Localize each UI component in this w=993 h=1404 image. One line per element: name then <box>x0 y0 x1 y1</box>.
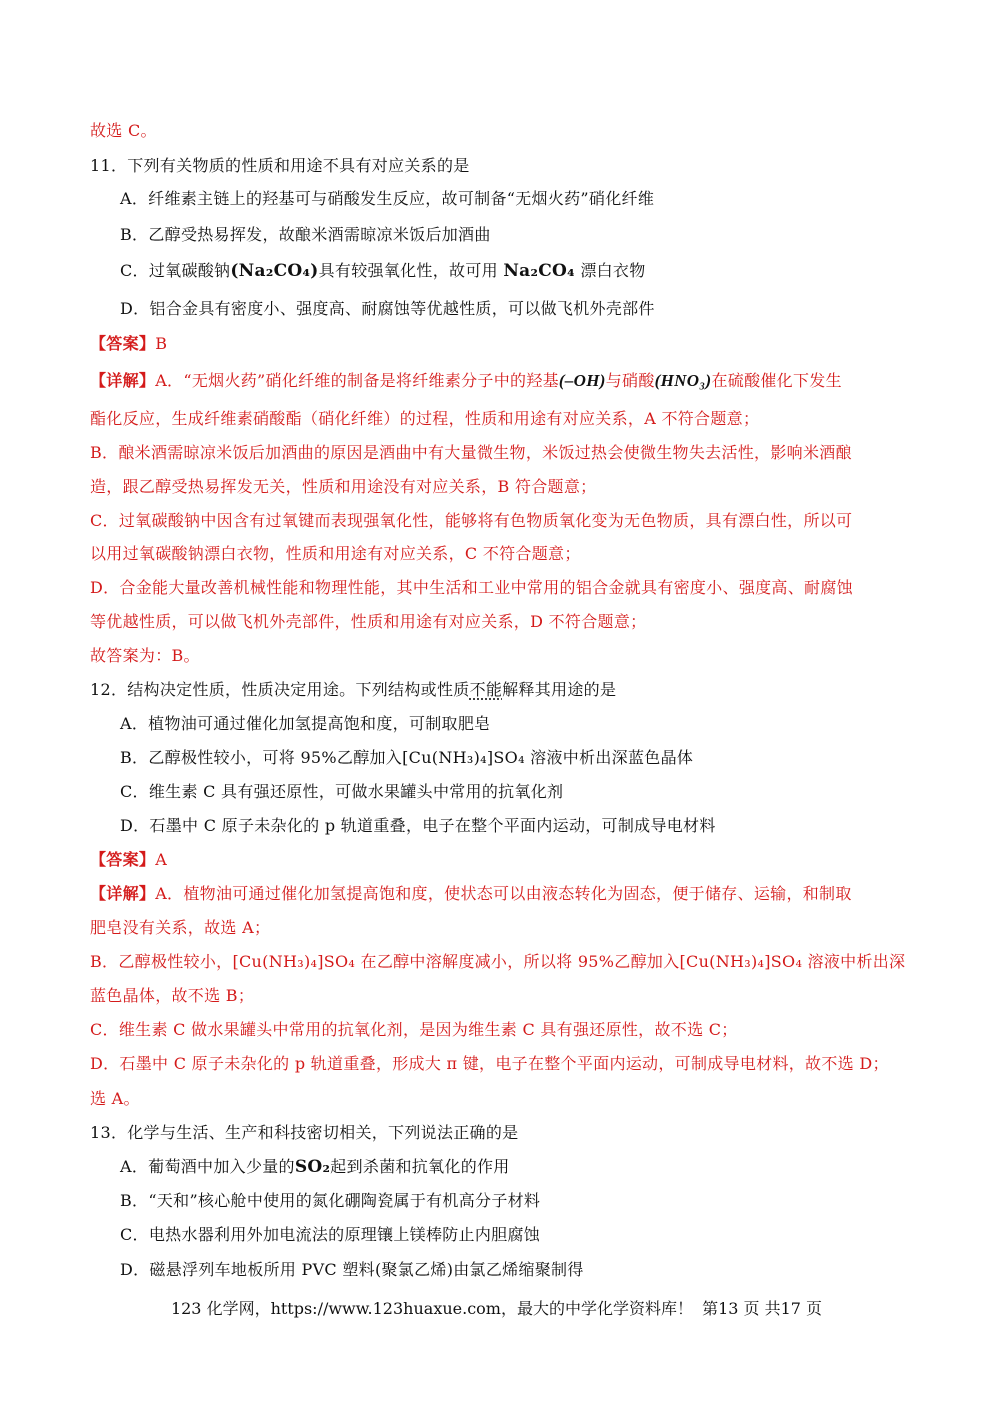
q11-detail-line-7: D．合金能大量改善机械性能和物理性能，其中生活和工业中常用的铝合金就具有密度小、强度高、耐腐蚀 <box>90 578 853 597</box>
q11-detail-line-3: B．酿米酒需晾凉米饭后加酒曲的原因是酒曲中有大量微生物，米饭过热会使微生物失去活性，影响米酒酿 <box>90 443 852 462</box>
q11-formula-oh: (–OH) <box>558 371 606 390</box>
q12-stem-text: 12．结构决定性质，性质决定用途。下列结构或性质 <box>90 680 470 699</box>
q12-detail-line-1 <box>90 883 852 905</box>
q12-option-a: A．植物油可通过催化加氢提高饱和度，可制取肥皂 <box>120 714 491 733</box>
footer-site: 123 化学网，https://www.123huaxue.com，最大的中学化学资料库！ <box>170 1299 693 1318</box>
q11-detail-line-8: 等优越性质，可以做飞机外壳部件，性质和用途有对应关系，D 不符合题意； <box>90 612 647 631</box>
q11-conclusion: 故答案为：B。 <box>90 646 200 665</box>
q11-stem: 11．下列有关物质的性质和用途不具有对应关系的是 <box>90 156 470 175</box>
q11-detail-line-1 <box>90 370 842 392</box>
q11-detail-line-4: 造，跟乙醇受热易挥发无关，性质和用途没有对应关系，B 符合题意； <box>90 477 597 496</box>
q12-stem-emphasis: 不能 <box>469 680 503 699</box>
detail-tag: 【详解】 <box>90 884 156 903</box>
q12-detail-text: A．植物油可通过催化加氢提高饱和度，使状态可以由液态转化为固态，便于储存、运输，和制取 <box>155 884 852 903</box>
previous-answer-conclusion: 故选 C。 <box>90 121 157 140</box>
q13-option-a-text: A．葡萄酒中加入少量的 <box>120 1157 295 1176</box>
q11-detail-line-5: C．过氧碳酸钠中因含有过氧键而表现强氧化性，能够将有色物质氧化变为无色物质，具有漂白性，所以可 <box>90 511 853 530</box>
detail-tag: 【详解】 <box>90 371 156 390</box>
q13-option-d: D．磁悬浮列车地板所用 PVC 塑料(聚氯乙烯)由氯乙烯缩聚制得 <box>120 1260 584 1279</box>
q12-detail-line-4: 蓝色晶体，故不选 B； <box>90 986 255 1005</box>
q13-stem: 13．化学与生活、生产和科技密切相关，下列说法正确的是 <box>90 1123 519 1142</box>
q13-option-c: C．电热水器利用外加电流法的原理镶上镁棒防止内胆腐蚀 <box>120 1225 541 1244</box>
q12-detail-line-6: D．石墨中 C 原子未杂化的 p 轨道重叠，形成大 π 键，电子在整个平面内运动，可制成导电材料，故不选 D； <box>90 1054 889 1073</box>
q11-detail-text-mid: 与硝酸 <box>605 371 655 390</box>
q12-answer-value: A <box>155 850 168 869</box>
footer-page-number: 第13 页 共17 页 <box>702 1299 823 1318</box>
q11-detail-text: A．“无烟火药”硝化纤维的制备是将纤维素分子中的羟基 <box>155 371 559 390</box>
q11-formula-hno3: (HNO₃) <box>654 371 712 390</box>
q12-detail-line-5: C．维生素 C 做水果罐头中常用的抗氧化剂，是因为维生素 C 具有强还原性，故不选 C； <box>90 1020 738 1039</box>
q12-stem <box>90 679 616 701</box>
q12-answer <box>90 849 167 871</box>
q12-option-b: B．乙醇极性较小，可将 95%乙醇加入[Cu(NH₃)₄]SO₄ 溶液中析出深蓝色晶体 <box>120 748 694 767</box>
q11-detail-line-2: 酯化反应，生成纤维素硝酸酯（硝化纤维）的过程，性质和用途有对应关系，A 不符合题意； <box>90 409 760 428</box>
q13-formula-so2: SO₂ <box>294 1157 331 1177</box>
q11-option-c-text: C．过氧碳酸钠 <box>120 261 231 280</box>
page-footer <box>0 1298 993 1320</box>
q12-detail-line-3: B．乙醇极性较小，[Cu(NH₃)₄]SO₄ 在乙醇中溶解度减小，所以将 95%乙醇加入[Cu(NH₃)₄]SO₄ 溶液中析出深 <box>90 952 906 971</box>
q11-answer <box>90 333 167 355</box>
answer-tag: 【答案】 <box>90 334 156 353</box>
q12-option-c: C．维生素 C 具有强还原性，可做水果罐头中常用的抗氧化剂 <box>120 782 564 801</box>
q11-detail-line-6: 以用过氧碳酸钠漂白衣物，性质和用途有对应关系，C 不符合题意； <box>90 544 581 563</box>
q13-option-b: B．“天和”核心舱中使用的氮化硼陶瓷属于有机高分子材料 <box>120 1191 541 1210</box>
q12-detail-line-2: 肥皂没有关系，故选 A； <box>90 918 271 937</box>
q11-formula-na2co4-2: Na₂CO₄ <box>503 261 575 281</box>
answer-tag: 【答案】 <box>90 850 156 869</box>
q12-stem-text-post: 解释其用途的是 <box>502 680 617 699</box>
q11-formula-na2co4: (Na₂CO₄) <box>230 261 319 281</box>
q12-conclusion: 选 A。 <box>90 1089 140 1108</box>
q11-option-b: B．乙醇受热易挥发，故酿米酒需晾凉米饭后加酒曲 <box>120 225 491 244</box>
q11-option-c <box>120 260 646 282</box>
q11-detail-text-post: 在硫酸催化下发生 <box>711 371 842 390</box>
q11-option-a: A．纤维素主链上的羟基可与硝酸发生反应，故可制备“无烟火药”硝化纤维 <box>120 189 655 208</box>
q11-option-d: D．铝合金具有密度小、强度高、耐腐蚀等优越性质，可以做飞机外壳部件 <box>120 299 655 318</box>
q11-answer-value: B <box>155 334 168 353</box>
q12-option-d: D．石墨中 C 原子未杂化的 p 轨道重叠，电子在整个平面内运动，可制成导电材料 <box>120 816 716 835</box>
q11-option-c-text-mid: 具有较强氧化性，故可用 <box>318 261 498 280</box>
q13-option-a-text-post: 起到杀菌和抗氧化的作用 <box>330 1157 510 1176</box>
q13-option-a <box>120 1156 510 1178</box>
q11-option-c-text-post: 漂白衣物 <box>580 261 646 280</box>
